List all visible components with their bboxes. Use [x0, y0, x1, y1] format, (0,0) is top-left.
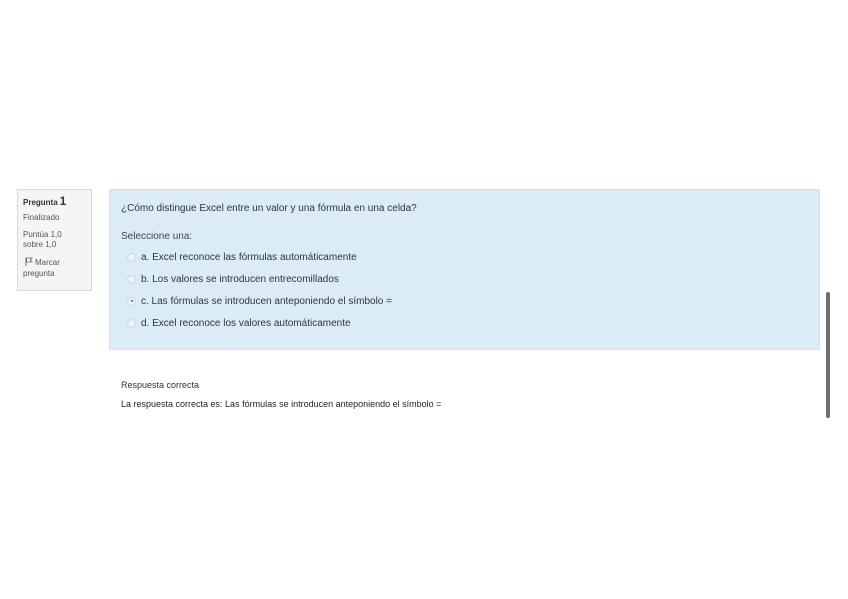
correctness-message: Respuesta correcta [121, 380, 200, 390]
grade-line-1: Puntúa 1,0 [23, 230, 62, 239]
radio-button-c[interactable] [127, 297, 136, 306]
vertical-scrollbar[interactable] [826, 292, 830, 418]
question-label: Pregunta [23, 198, 58, 207]
right-answer-text: La respuesta correcta es: Las fórmulas se introducen anteponiendo el símbolo = [121, 399, 442, 409]
question-title [23, 196, 86, 208]
question-number: 1 [59, 194, 67, 208]
question-info-panel [17, 189, 92, 291]
flag-label-line-2: pregunta [23, 269, 55, 278]
answer-label-c: c. Las fórmulas se introducen anteponiendo el símbolo = [141, 295, 392, 307]
flag-icon [25, 257, 33, 269]
answer-option-b[interactable] [121, 268, 808, 290]
question-content [109, 189, 820, 350]
answer-option-a[interactable] [121, 246, 808, 268]
question-state: Finalizado [23, 213, 60, 222]
radio-button-d[interactable] [127, 319, 136, 328]
feedback-section [121, 380, 811, 409]
answer-list [121, 246, 808, 334]
question-grade [23, 230, 86, 250]
answer-label-b: b. Los valores se introducen entrecomillados [141, 273, 339, 285]
radio-button-a[interactable] [127, 253, 136, 262]
grade-line-2: sobre 1,0 [23, 240, 57, 249]
answer-label-d: d. Excel reconoce los valores automáticamente [141, 317, 351, 329]
answer-option-c[interactable] [121, 290, 808, 312]
answer-prompt: Seleccione una: [121, 231, 193, 242]
question-text: ¿Cómo distingue Excel entre un valor y una fórmula en una celda? [121, 203, 417, 214]
answer-label-a: a. Excel reconoce las fórmulas automáticamente [141, 251, 357, 263]
flag-question-link[interactable] [23, 257, 86, 279]
flag-label-line-1: Marcar [35, 258, 60, 267]
radio-button-b[interactable] [127, 275, 136, 284]
answer-option-d[interactable] [121, 312, 808, 334]
